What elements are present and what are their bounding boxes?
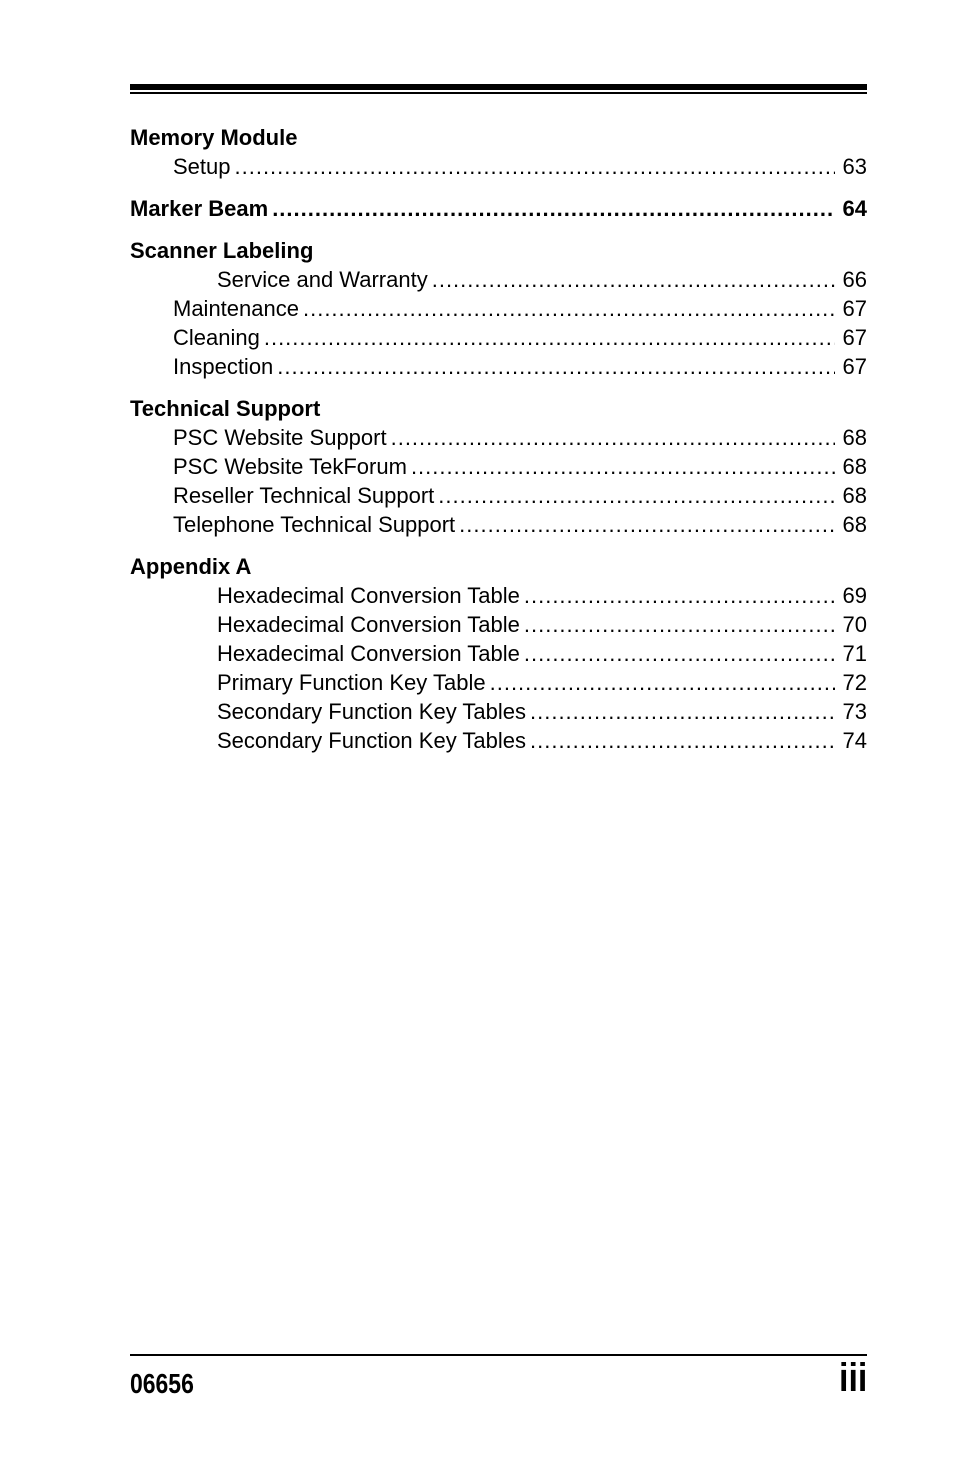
toc-entry[interactable] bbox=[130, 323, 867, 352]
toc-section-marker-beam bbox=[130, 194, 867, 223]
toc-entry-label: Maintenance bbox=[173, 296, 299, 321]
dot-leader bbox=[524, 639, 835, 668]
toc-entry-label: Marker Beam bbox=[130, 196, 269, 221]
dot-leader bbox=[272, 194, 835, 223]
toc-entry-label: Cleaning bbox=[173, 325, 260, 350]
toc-entry-page: 66 bbox=[842, 267, 867, 292]
dot-leader bbox=[303, 294, 835, 323]
toc-entry-label: Hexadecimal Conversion Table bbox=[217, 612, 520, 637]
dot-leader bbox=[411, 452, 835, 481]
toc-entry-page: 67 bbox=[842, 325, 867, 350]
toc-entry[interactable] bbox=[130, 510, 867, 539]
toc-entry-page: 67 bbox=[842, 296, 867, 321]
toc-entry-label: Service and Warranty bbox=[217, 267, 428, 292]
toc-entry-label: Setup bbox=[173, 154, 231, 179]
toc-heading: Appendix A bbox=[130, 554, 252, 579]
dot-leader bbox=[530, 726, 835, 755]
toc-section-memory-module bbox=[130, 123, 867, 181]
dot-leader bbox=[391, 423, 835, 452]
toc-entry[interactable] bbox=[130, 294, 867, 323]
dot-leader bbox=[235, 152, 836, 181]
toc-entry[interactable] bbox=[130, 697, 867, 726]
page-number: iii bbox=[838, 1356, 867, 1400]
toc-section-appendix-a bbox=[130, 552, 867, 755]
dot-leader bbox=[490, 668, 835, 697]
toc-entry-page: 64 bbox=[842, 196, 867, 221]
toc-entry-page: 67 bbox=[842, 354, 867, 379]
dot-leader bbox=[524, 610, 835, 639]
dot-leader bbox=[524, 581, 835, 610]
toc-entry-label: Reseller Technical Support bbox=[173, 483, 435, 508]
toc-entry-page: 73 bbox=[842, 699, 867, 724]
toc-entry[interactable] bbox=[130, 152, 867, 181]
dot-leader bbox=[530, 697, 835, 726]
dot-leader bbox=[264, 323, 835, 352]
toc-entry-label: Primary Function Key Table bbox=[217, 670, 486, 695]
toc-entry-label: Secondary Function Key Tables bbox=[217, 699, 526, 724]
toc-entry[interactable] bbox=[130, 452, 867, 481]
toc-entry-page: 68 bbox=[842, 454, 867, 479]
toc-entry-page: 70 bbox=[842, 612, 867, 637]
toc-entry-page: 68 bbox=[842, 483, 867, 508]
toc-entry[interactable] bbox=[130, 194, 867, 223]
dot-leader bbox=[438, 481, 835, 510]
document-number: 06656 bbox=[130, 1368, 194, 1399]
toc-entry-page: 72 bbox=[842, 670, 867, 695]
footer-rule bbox=[130, 1354, 867, 1356]
toc-entry-page: 68 bbox=[842, 425, 867, 450]
toc-entry-label: Secondary Function Key Tables bbox=[217, 728, 526, 753]
toc-entry[interactable] bbox=[130, 610, 867, 639]
toc-entry-page: 71 bbox=[842, 641, 867, 666]
toc-entry-page: 69 bbox=[842, 583, 867, 608]
toc-section-technical-support bbox=[130, 394, 867, 539]
toc-heading: Memory Module bbox=[130, 125, 298, 150]
table-of-contents bbox=[130, 123, 867, 768]
toc-entry-label: Telephone Technical Support bbox=[173, 512, 456, 537]
header-rule-thick bbox=[130, 84, 867, 90]
toc-heading: Technical Support bbox=[130, 396, 321, 421]
toc-entry[interactable] bbox=[130, 726, 867, 755]
toc-entry-label: Inspection bbox=[173, 354, 274, 379]
toc-entry[interactable] bbox=[130, 352, 867, 381]
toc-entry-page: 68 bbox=[842, 512, 867, 537]
toc-entry-label: Hexadecimal Conversion Table bbox=[217, 641, 520, 666]
dot-leader bbox=[277, 352, 835, 381]
toc-entry[interactable] bbox=[130, 423, 867, 452]
toc-entry-page: 74 bbox=[842, 728, 867, 753]
dot-leader bbox=[432, 265, 835, 294]
toc-entry-label: PSC Website Support bbox=[173, 425, 387, 450]
toc-heading: Scanner Labeling bbox=[130, 238, 314, 263]
toc-entry[interactable] bbox=[130, 265, 867, 294]
toc-entry-label: PSC Website TekForum bbox=[173, 454, 407, 479]
toc-entry[interactable] bbox=[130, 668, 867, 697]
toc-entry-label: Hexadecimal Conversion Table bbox=[217, 583, 520, 608]
toc-entry[interactable] bbox=[130, 581, 867, 610]
toc-entry-page: 63 bbox=[842, 154, 867, 179]
toc-section-scanner-labeling bbox=[130, 236, 867, 381]
toc-entry[interactable] bbox=[130, 481, 867, 510]
dot-leader bbox=[459, 510, 835, 539]
toc-entry[interactable] bbox=[130, 639, 867, 668]
header-rule-thin bbox=[130, 92, 867, 94]
